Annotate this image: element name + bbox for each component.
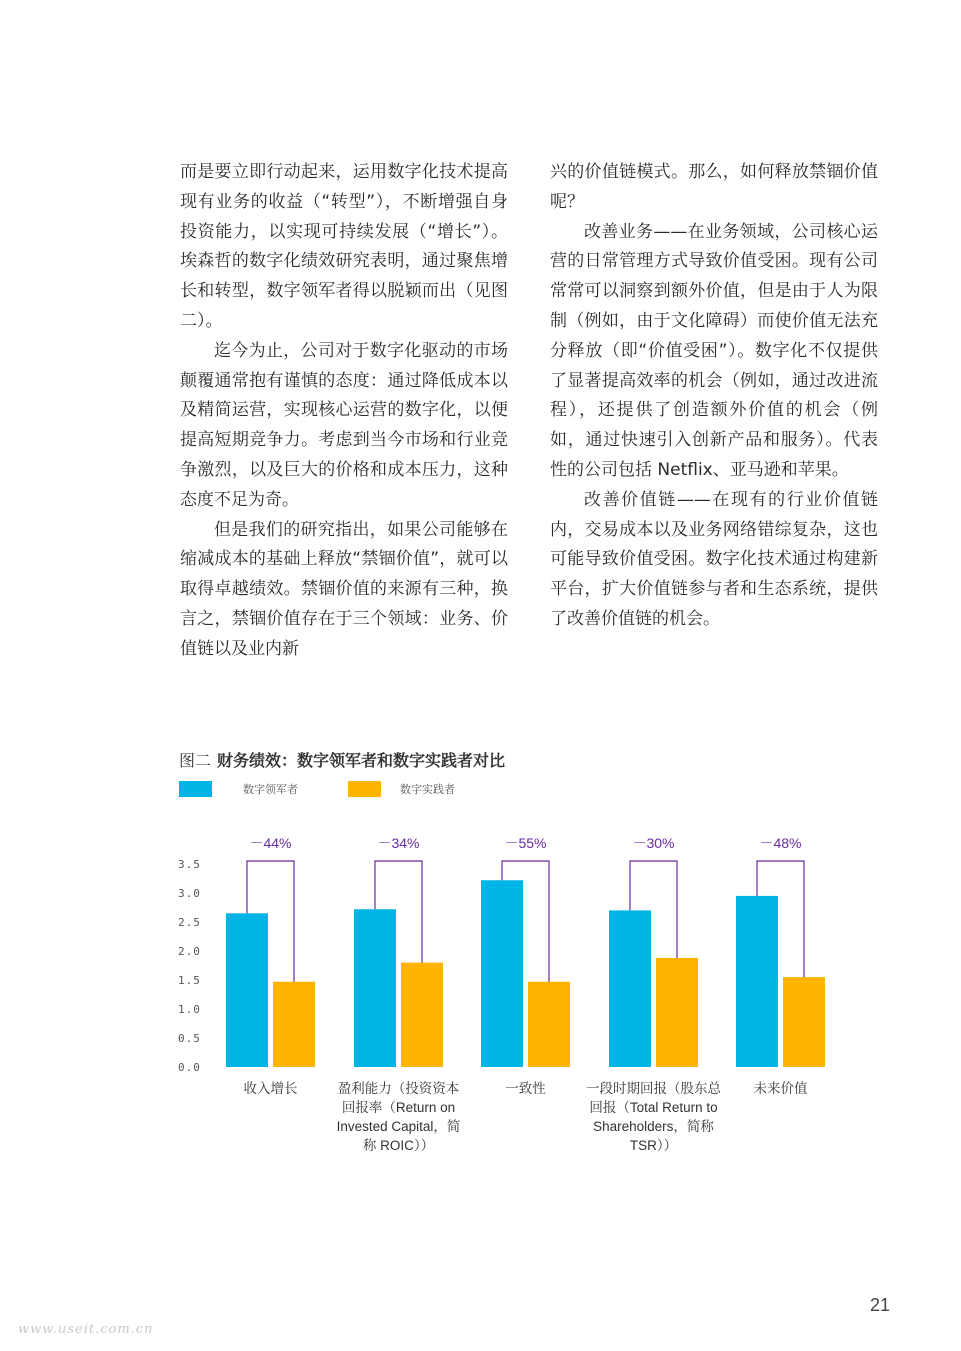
figure-label: 图二: [179, 751, 212, 770]
x-category-label-line: Invested Capital，简: [336, 1119, 461, 1134]
y-tick-label: 2.0: [178, 945, 201, 958]
legend-label-leaders: 数字领军者: [243, 783, 298, 796]
bar-practitioners: [656, 958, 698, 1067]
bar-leaders: [226, 913, 268, 1067]
paragraph: 而是要立即行动起来，运用数字化技术提高现有业务的收益（“转型”），不断增强自身投资能力，以实现可持续发展（“增长”）。埃森哲的数字化绩效研究表明，通过聚焦增长和转型，数字领军者得以脱颖而出（见图二）。: [180, 162, 508, 331]
difference-label: －48%: [759, 835, 802, 851]
x-category-label-line: TSR））: [629, 1138, 678, 1153]
x-category-label-line: 盈利能力（投资资本: [337, 1081, 460, 1096]
x-category-label-line: 称 ROIC））: [362, 1138, 435, 1153]
difference-label: －44%: [249, 835, 292, 851]
bar-practitioners: [528, 982, 570, 1067]
y-tick-label: 0.0: [178, 1061, 201, 1074]
difference-label: －34%: [377, 835, 420, 851]
paragraph: 改善业务——在业务领域，公司核心运营的日常管理方式导致价值受困。现有公司常常可以洞察到额外价值，但是由于人为限制（例如，由于文化障碍）而使价值无法充分释放（即“价值受困”）。数字化不仅提供了显著提高效率的机会（例如，通过改进流程），还提供了创造额外价值的机会（例如，通过快速引入创新产品和服务）。代表性的公司包括 Netflix、亚马逊和苹果。: [550, 221, 878, 480]
difference-label: －30%: [632, 835, 675, 851]
y-tick-label: 1.0: [178, 1003, 201, 1016]
difference-label: －55%: [504, 835, 547, 851]
y-tick-label: 3.0: [178, 887, 201, 900]
paragraph: 改善价值链——在现有的行业价值链内，交易成本以及业务网络错综复杂，这也可能导致价值受困。数字化技术通过构建新平台，扩大价值链参与者和生态系统，提供了改善价值链的机会。: [550, 489, 878, 629]
bar-leaders: [736, 896, 778, 1067]
bar-practitioners: [783, 977, 825, 1067]
y-tick-label: 1.5: [178, 974, 201, 987]
paragraph: 迄今为止，公司对于数字化驱动的市场颠覆通常抱有谨慎的态度：通过降低成本以及精简运营，实现核心运营的数字化，以便提高短期竞争力。考虑到当今市场和行业竞争激烈，以及巨大的价格和成本压力，这种态度不足为奇。: [180, 340, 508, 510]
paragraph: 兴的价值链模式。那么，如何释放禁锢价值呢？: [550, 162, 878, 212]
paragraph: 但是我们的研究指出，如果公司能够在缩减成本的基础上释放“禁锢价值”，就可以取得卓越绩效。禁锢价值的来源有三种，换言之，禁锢价值存在于三个领域：业务、价值链以及业内新: [180, 519, 508, 659]
x-category-label-line: 回报（Total Return to: [589, 1100, 718, 1115]
x-category-label-line: 一致性: [505, 1081, 546, 1096]
x-category-label-line: 收入增长: [243, 1081, 298, 1096]
bar-practitioners: [401, 963, 443, 1067]
x-category-label: [706, 1079, 856, 1098]
legend-label-practitioners: 数字实践者: [400, 783, 455, 796]
watermark: www.useit.com.cn: [18, 1322, 154, 1337]
x-category-label-line: 回报率（Return on: [341, 1100, 456, 1115]
y-tick-label: 2.5: [178, 916, 201, 929]
page-number: 21: [869, 1295, 890, 1315]
x-category-label-line: 一段时期回报（股东总: [586, 1081, 721, 1096]
x-category-label-line: Shareholders，简称: [593, 1119, 714, 1134]
bar-leaders: [354, 909, 396, 1067]
y-tick-label: 3.5: [178, 858, 201, 871]
bar-practitioners: [273, 982, 315, 1067]
bar-leaders: [481, 880, 523, 1067]
figure-title-text: 财务绩效：数字领军者和数字实践者对比: [217, 751, 506, 770]
x-category-label-line: 未来价值: [753, 1081, 808, 1096]
bar-leaders: [609, 910, 651, 1067]
y-tick-label: 0.5: [178, 1032, 201, 1045]
